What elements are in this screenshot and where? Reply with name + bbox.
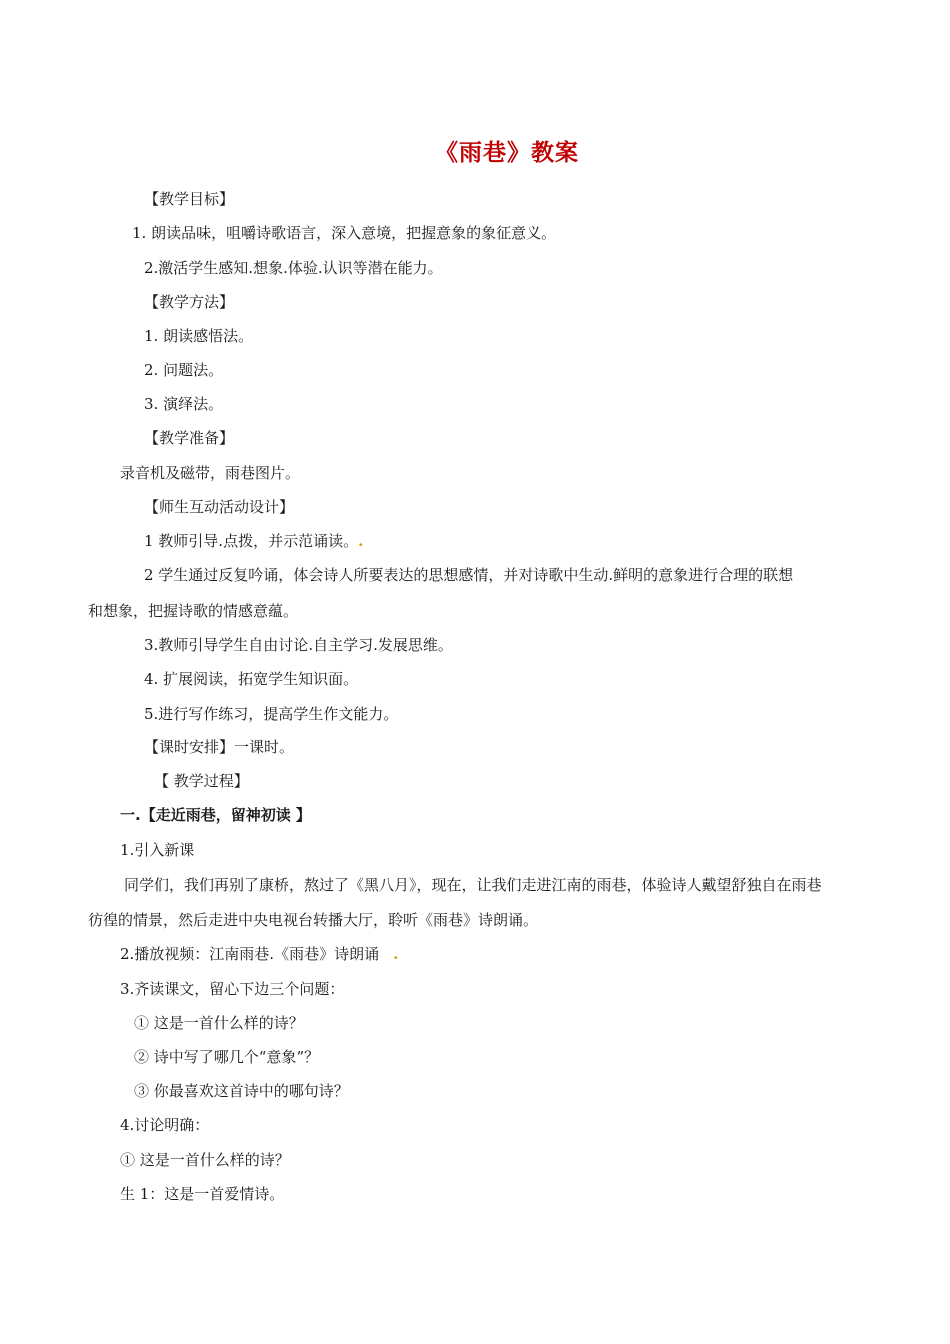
preparation-text: 录音机及磁带，雨巷图片。 <box>120 464 301 482</box>
question-2: ② 诗中写了哪几个“意象”？ <box>134 1048 320 1066</box>
section-heading-1: 一.【走近雨巷，留神初读 】 <box>120 806 311 824</box>
heading-preparation: 【教学准备】 <box>144 429 235 447</box>
method-item-3: 3. 演绎法。 <box>144 395 224 413</box>
step-read-aloud: 3.齐读课文，留心下边三个问题： <box>120 980 345 998</box>
activity-item-4: 4. 扩展阅读，拓宽学生知识面。 <box>144 670 359 688</box>
activity-item-3: 3.教师引导学生自由讨论.自主学习.发展思维。 <box>144 636 453 654</box>
step-play-video <box>120 944 398 964</box>
intro-paragraph-line-2: 彷徨的情景，然后走进中央电视台转播大厅，聆听《雨巷》诗朗诵。 <box>88 911 539 929</box>
class-hours-line: 【课时安排】一课时。 <box>144 738 295 756</box>
question-3: ③ 你最喜欢这首诗中的哪句诗？ <box>134 1082 349 1100</box>
activity-item-2: 2 学生通过反复吟诵，体会诗人所要表达的思想感情，并对诗歌中生动.鲜明的意象进行合理的联想 <box>144 566 794 584</box>
dot-mark: . <box>393 945 399 963</box>
heading-teaching-goals: 【教学目标】 <box>144 190 235 208</box>
document-title: 《雨巷》教案 <box>435 140 579 166</box>
step-play-video-text: 2.播放视频：江南雨巷.《雨巷》诗朗诵 <box>120 945 380 963</box>
dot-mark: . <box>358 532 364 550</box>
goal-item-1: 1. 朗读品味，咀嚼诗歌语言，深入意境，把握意象的象征意义。 <box>132 224 557 242</box>
method-item-1: 1. 朗读感悟法。 <box>144 327 254 345</box>
student-answer-1: 生 1：这是一首爱情诗。 <box>120 1185 285 1203</box>
step-introduce: 1.引入新课 <box>120 841 195 859</box>
heading-activity-design: 【师生互动活动设计】 <box>144 498 295 516</box>
method-item-2: 2. 问题法。 <box>144 361 224 379</box>
intro-paragraph-line-1: 同学们，我们再别了康桥，熬过了《黑八月》，现在，让我们走进江南的雨巷，体验诗人戴望舒独自在雨巷 <box>124 876 822 894</box>
heading-teaching-process: 【 教学过程】 <box>154 772 249 790</box>
step-discuss: 4.讨论明确： <box>120 1116 210 1134</box>
question-1: ① 这是一首什么样的诗？ <box>134 1014 304 1032</box>
discuss-question-1: ① 这是一首什么样的诗？ <box>120 1151 290 1169</box>
activity-item-1 <box>144 531 363 551</box>
activity-item-2-continued: 和想象，把握诗歌的情感意蕴。 <box>88 602 299 620</box>
activity-item-5: 5.进行写作练习，提高学生作文能力。 <box>144 705 399 723</box>
heading-teaching-methods: 【教学方法】 <box>144 293 235 311</box>
activity-item-1-text: 1 教师引导.点拨，并示范诵读。 <box>144 532 359 550</box>
goal-item-2: 2.激活学生感知.想象.体验.认识等潜在能力。 <box>144 259 443 277</box>
